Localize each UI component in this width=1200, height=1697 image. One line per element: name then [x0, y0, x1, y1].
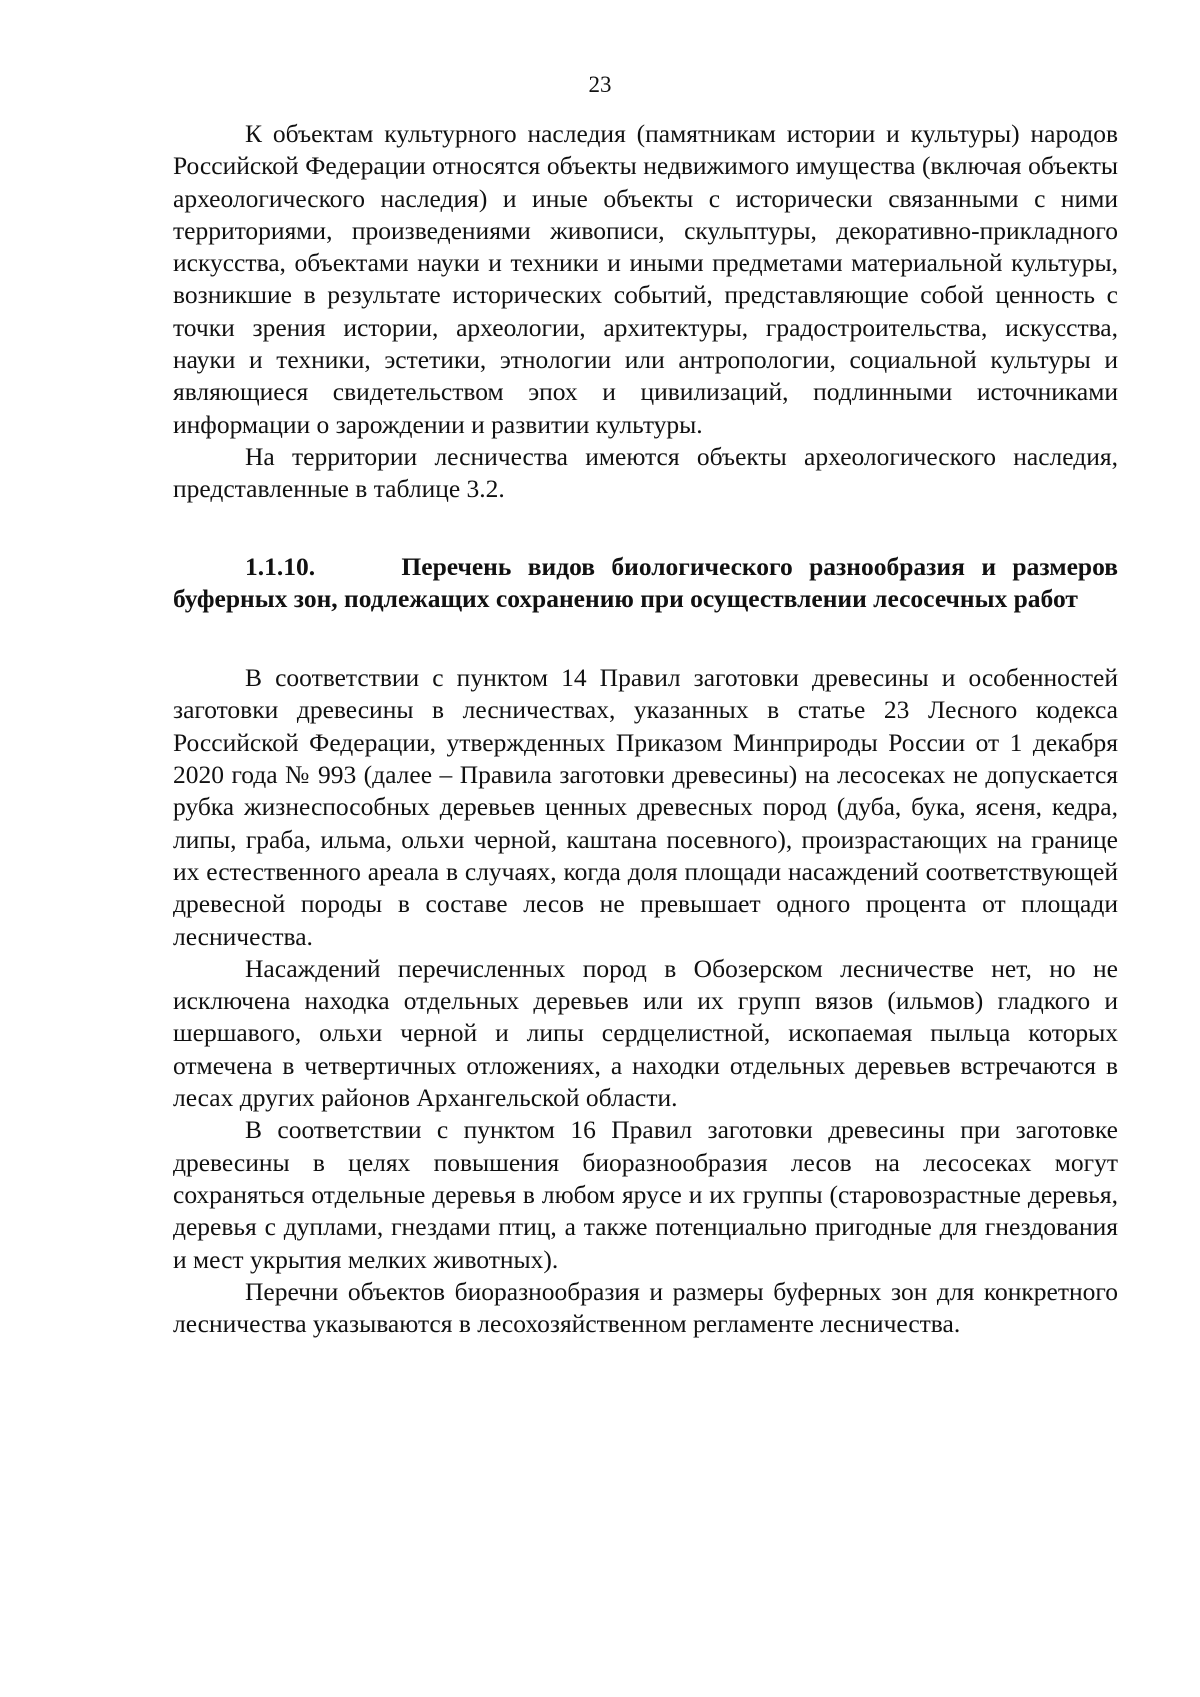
paragraph-archaeological-objects: На территории лесничества имеются объекты археологического наследия, представленные в таблице 3.2. [173, 441, 1118, 504]
section-number: 1.1.10. [245, 551, 316, 581]
paragraph-rule-14: В соответствии с пунктом 14 Правил заготовки древесины и особенностей заготовки древесины в лесничествах, указанных в статье 23 Лесного кодекса Российской Федерации, утвержденных Приказом Минприроды России от 1 декабря 2020 года № 993 (далее – Правила заготовки древесины) на лесосеках не допускается рубка жизнеспособных деревьев ценных древесных пород (дуба, бука, ясеня, кедра, липы, граба, ильма, ольхи черной, каштана посевного), произрастающих на границе их естественного ареала в случаях, когда доля площади насаждений соответствующей древесной породы в составе лесов не превышает одного процента от площади лесничества. [173, 663, 1118, 951]
page-number: 23 [588, 72, 612, 97]
paragraph-biodiversity-lists: Перечни объектов биоразнообразия и размеры буферных зон для конкретного лесничества указываются в лесохозяйственном регламенте лесничества. [173, 1276, 1118, 1339]
paragraph-cultural-heritage-definition: К объектам культурного наследия (памятникам истории и культуры) народов Российской Федерации относятся объекты недвижимого имущества (включая объекты археологического наследия) и иные объекты с исторически связанными с ними территориями, произведениями живописи, скульптуры, декоративно-прикладного искусства, объектами науки и техники и иными предметами материальной культуры, возникшие в результате исторических событий, представляющие собой ценность с точки зрения истории, археологии, архитектуры, градостроительства, искусства, науки и техники, эстетики, этнологии или антропологии, социальной культуры и являющиеся свидетельством эпох и цивилизаций, подлинными источниками информации о зарождении и развитии культуры. [173, 119, 1118, 439]
paragraph-obozersky-forestry: Насаждений перечисленных пород в Обозерском лесничестве нет, но не исключена находка отдельных деревьев или их групп вязов (ильмов) гладкого и шершавого, ольхи черной и липы сердцелистной, ископаемая пыльца которых отмечена в четвертичных отложениях, а находки отдельных деревьев встречаются в лесах других районов Архангельской области. [173, 953, 1118, 1113]
paragraph-rule-16: В соответствии с пунктом 16 Правил заготовки древесины при заготовке древесины в целях повышения биоразнообразия лесов на лесосеках могут сохраняться отдельные деревья в любом ярусе и их группы (старовозрастные деревья, деревья с дуплами, гнездами птиц, а также потенциально пригодные для гнездования и мест укрытия мелких животных). [173, 1115, 1118, 1274]
section-title: Перечень видов биологического разнообразия и размеров буферных зон, подлежащих сохранению при осуществлении лесосечных работ [173, 551, 1119, 613]
page-content [173, 118, 1118, 1340]
section-heading [173, 551, 1118, 616]
